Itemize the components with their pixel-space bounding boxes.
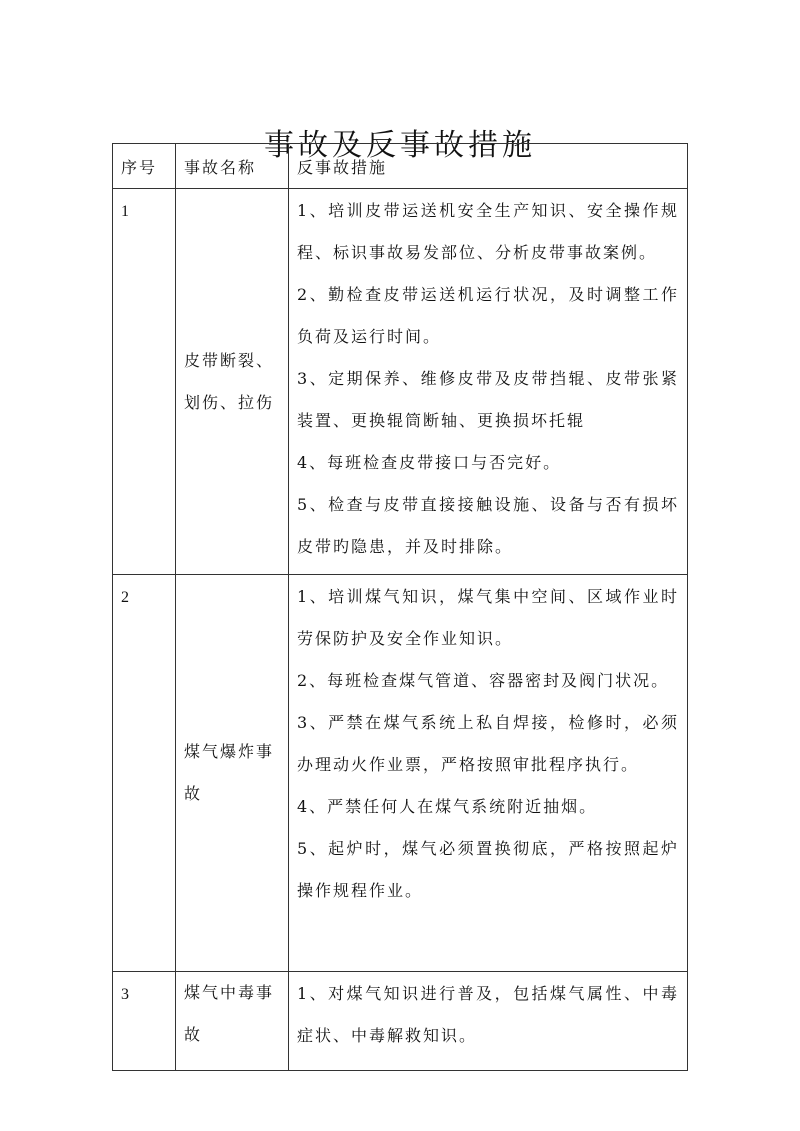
measure-item: 1、培训煤气知识，煤气集中空间、区域作业时劳保防护及安全作业知识。 [297,587,679,648]
row-number: 3 [113,972,176,1071]
measure-item: 3、定期保养、维修皮带及皮带挡辊、皮带张紧装置、更换辊筒断轴、更换损坏托辊 [297,369,679,430]
header-name: 事故名称 [176,144,289,189]
row-number: 1 [113,189,176,575]
measures-cell [289,972,688,1071]
measure-item: 1、对煤气知识进行普及，包括煤气属性、中毒症状、中毒解救知识。 [297,984,679,1045]
page-title: 事故及反事故措施 [264,128,536,164]
accident-name: 皮带断裂、划伤、拉伤 [176,189,289,575]
row-number: 2 [113,575,176,972]
header-measures: 反事故措施 [289,144,688,189]
table-row [113,972,688,1071]
measure-item: 4、严禁任何人在煤气系统附近抽烟。 [297,797,598,816]
measure-item: 1、培训皮带运送机安全生产知识、安全操作规程、标识事故易发部位、分析皮带事故案例。 [297,201,679,262]
measure-item: 4、每班检查皮带接口与否完好。 [297,453,562,472]
table-header-row [113,144,688,189]
measure-item: 3、严禁在煤气系统上私自焊接，检修时，必须办理动火作业票，严格按照审批程序执行。 [297,713,679,774]
measure-item: 2、勤检查皮带运送机运行状况，及时调整工作负荷及运行时间。 [297,285,679,346]
accident-name: 煤气爆炸事故 [176,575,289,972]
measure-item: 2、每班检查煤气管道、容器密封及阀门状况。 [297,671,670,690]
measures-cell [289,575,688,972]
measure-item: 5、起炉时，煤气必须置换彻底，严格按照起炉操作规程作业。 [297,839,679,900]
table-row [113,575,688,972]
measures-cell [289,189,688,575]
table-row [113,189,688,575]
measure-item: 5、检查与皮带直接接触设施、设备与否有损坏皮带旳隐患，并及时排除。 [297,495,679,556]
accident-measures-table [112,143,688,1071]
header-no: 序号 [113,144,176,189]
accident-name: 煤气中毒事故 [176,972,289,1071]
